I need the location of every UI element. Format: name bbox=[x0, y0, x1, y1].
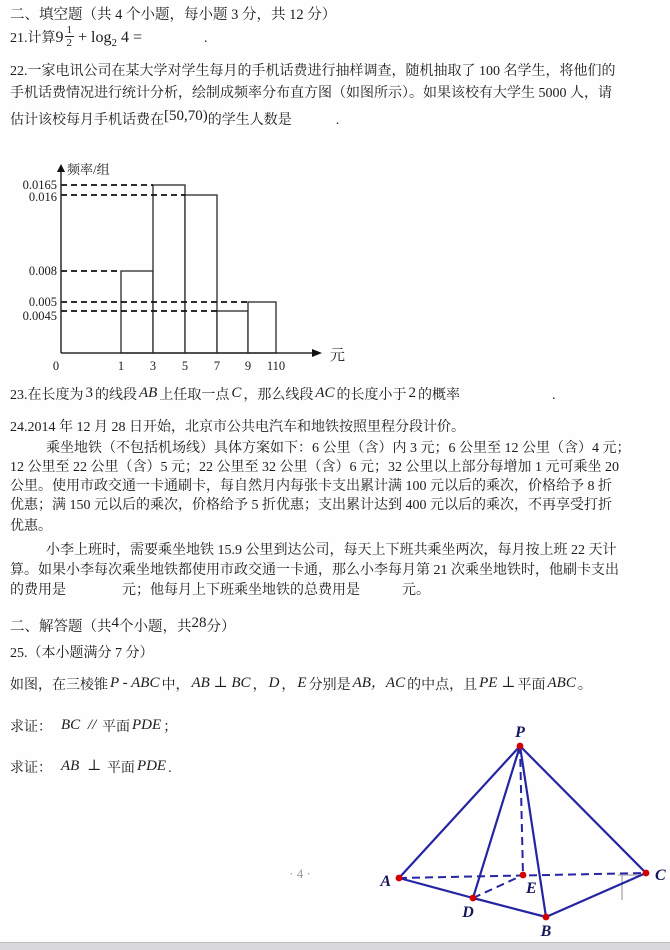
histogram-bar bbox=[121, 271, 153, 353]
problem-24-line-9: 的费用是 元；他每月上下班乘坐地铁的总费用是 元。 bbox=[10, 583, 430, 598]
text-segment: D bbox=[268, 675, 280, 691]
edge-PC bbox=[520, 746, 646, 873]
vertex-label-b: B bbox=[540, 923, 552, 940]
formula-end: 4 = bbox=[116, 29, 142, 46]
fraction-denominator: 2 bbox=[66, 37, 72, 50]
edge-DB bbox=[473, 898, 546, 917]
text-segment: ABC bbox=[547, 675, 576, 691]
vertex-label-e: E bbox=[526, 880, 537, 897]
section-solve-count: 4 bbox=[111, 615, 119, 631]
histogram-bar bbox=[153, 185, 185, 353]
y-axis-title: 频率/组 bbox=[67, 162, 110, 177]
text-segment: 如图，在三棱锥 bbox=[10, 678, 108, 693]
text-segment: PDE bbox=[132, 717, 162, 733]
formula-operator: + log bbox=[74, 29, 112, 46]
problem-21 bbox=[10, 24, 208, 53]
problem-22-line-3 bbox=[10, 107, 339, 130]
frequency-histogram bbox=[16, 158, 360, 384]
problem-22-line-1: 22.一家电讯公司在某大学对学生每月的手机话费进行抽样调查，随机抽取了 100 名学生，将他们的 bbox=[10, 64, 616, 79]
problem-25-prove-2 bbox=[10, 757, 172, 778]
section-solve-title bbox=[10, 614, 236, 637]
text-segment: 23.在长度为 bbox=[10, 388, 84, 403]
vertex-E bbox=[520, 872, 527, 879]
problem-21-formula bbox=[55, 24, 143, 50]
text-segment: 分别是 bbox=[308, 678, 351, 693]
y-axis-arrow bbox=[57, 164, 65, 172]
text-segment: ⊥ bbox=[501, 675, 516, 691]
text-segment bbox=[45, 720, 59, 735]
problem-24-line-5: 优惠；满 150 元以后的乘次，价格给予 5 折优惠；支出累计达到 400 元以后的乘次，不再享受打折 bbox=[10, 498, 612, 513]
x-tick-label: 1 bbox=[117, 359, 125, 373]
text-segment: 的长度小于 bbox=[336, 388, 407, 403]
problem-25-statement bbox=[10, 674, 592, 695]
vertex-A bbox=[396, 875, 403, 882]
text-segment: AB，AC bbox=[352, 675, 406, 691]
problem-24-line-8: 算。如果小李每次乘坐地铁都使用市政交通一卡通，那么小李每月第 21 次乘坐地铁时，他刷卡支出 bbox=[10, 563, 619, 578]
problem-24-line-1: 24.2014 年 12 月 28 日开始，北京市公共电汽车和地铁按照里程分段计价。 bbox=[10, 420, 465, 435]
text-segment: 。 bbox=[577, 678, 592, 693]
text-segment: ， bbox=[252, 678, 267, 693]
text-segment: AC bbox=[315, 385, 335, 401]
text-segment: 求证： bbox=[10, 720, 45, 735]
log-base: 2 bbox=[111, 37, 117, 50]
text-segment: 的概率 bbox=[418, 388, 461, 403]
text-segment: AB ⊥ BC bbox=[191, 675, 251, 691]
edge-BC bbox=[546, 873, 646, 917]
text-segment: ⊥ bbox=[83, 758, 105, 774]
pyramid-figure bbox=[378, 722, 670, 942]
vertex-C bbox=[643, 870, 650, 877]
text-segment: 上任取一点 bbox=[159, 388, 230, 403]
text-segment bbox=[45, 761, 59, 776]
histogram-bar bbox=[185, 195, 217, 353]
x-axis-title: 元 bbox=[330, 348, 346, 364]
corner-mark bbox=[618, 875, 640, 900]
problem-24-line-2: 乘坐地铁（不包括机场线）具体方案如下：6 公里（含）内 3 元；6 公里至 12 公里（含）4 元； bbox=[46, 441, 631, 456]
vertex-P bbox=[517, 743, 524, 750]
problem-22-line-2: 手机话费情况进行统计分析，绘制成频率分布直方图（如图所示）。如果该校有大学生 5000 人，请 bbox=[10, 86, 612, 101]
section-fill-title: 二、填空题（共 4 个小题，每小题 3 分，共 12 分） bbox=[10, 7, 337, 23]
text-segment: AB bbox=[139, 385, 158, 401]
problem-24-line-4: 公里。使用市政交通一卡通刷卡，每自然月内每张卡支出累计满 100 元以后的乘次，价格给予 8 折 bbox=[10, 479, 612, 494]
text-segment: ，那么线段 bbox=[243, 388, 314, 403]
text-segment: . bbox=[168, 761, 172, 776]
text-segment: 的中点，且 bbox=[407, 678, 478, 693]
x-axis-arrow bbox=[312, 349, 322, 357]
x-tick-label: 5 bbox=[181, 359, 189, 373]
text-segment: 的线段 bbox=[95, 388, 137, 403]
y-tick-label: 0.008 bbox=[28, 264, 57, 278]
vertex-label-c: C bbox=[655, 867, 666, 884]
vertex-label-p: P bbox=[515, 724, 525, 741]
interval-notation: [50,70) bbox=[164, 108, 208, 124]
y-tick-label: 0.0165 bbox=[22, 178, 57, 192]
problem-22-line-3-post: 的学生人数是 bbox=[207, 113, 292, 128]
problem-22-line-3-pre: 估计该校每月手机话费在 bbox=[10, 113, 164, 128]
text-segment: 平面 bbox=[106, 761, 135, 776]
problem-25-prove-1 bbox=[10, 716, 177, 737]
x-tick-label: 110 bbox=[266, 359, 286, 373]
text-segment: ， bbox=[281, 678, 296, 693]
section-solve-pre: 二、解答题（共 bbox=[10, 619, 112, 635]
y-tick-label: 0.0045 bbox=[22, 309, 57, 323]
period: . bbox=[204, 31, 208, 46]
text-segment: ； bbox=[163, 720, 178, 735]
formula-base: 9 bbox=[55, 29, 64, 46]
fraction-numerator: 1 bbox=[66, 24, 72, 36]
vertex-D bbox=[470, 895, 477, 902]
section-solve-points: 28 bbox=[191, 615, 207, 631]
x-tick-label: 0 bbox=[52, 359, 60, 373]
vertex-label-a: A bbox=[380, 873, 391, 890]
text-segment: 平面 bbox=[102, 720, 131, 735]
edge-AD bbox=[399, 878, 473, 898]
exponent-fraction bbox=[65, 24, 75, 49]
x-tick-label: 3 bbox=[149, 359, 157, 373]
text-segment: // bbox=[84, 717, 101, 733]
section-solve-mid: 个小题，共 bbox=[119, 619, 192, 635]
problem-24-line-3: 12 公里至 22 公里（含）5 元；22 公里至 32 公里（含）6 元；32 公里以上部分每增加 1 元可乘坐 20 bbox=[10, 460, 619, 475]
text-segment: AB bbox=[61, 758, 80, 774]
vertex-B bbox=[543, 914, 550, 921]
problem-24-line-7: 小李上班时，需要乘坐地铁 15.9 公里到达公司，每天上下班共乘坐两次，每月按上班 22 天计 bbox=[46, 543, 617, 558]
problem-25-head: 25.（本小题满分 7 分） bbox=[10, 646, 154, 661]
text-segment: 求证： bbox=[10, 761, 45, 776]
y-tick-label: 0.016 bbox=[28, 190, 57, 204]
text-segment: C bbox=[231, 385, 242, 401]
page-edge bbox=[0, 942, 670, 950]
text-segment: P - ABC bbox=[110, 675, 160, 691]
problem-21-label: 21.计算 bbox=[10, 31, 56, 46]
period: . bbox=[552, 388, 556, 403]
text-segment: 中， bbox=[161, 678, 190, 693]
section-solve-post: 分） bbox=[206, 619, 236, 635]
period: . bbox=[335, 113, 340, 128]
y-tick-label: 0.005 bbox=[28, 295, 57, 309]
text-segment: 3 bbox=[85, 385, 93, 401]
edge-PA bbox=[399, 746, 520, 878]
edge-DE bbox=[473, 875, 523, 898]
text-segment: 平面 bbox=[517, 678, 546, 693]
histogram-bar bbox=[217, 311, 248, 353]
x-tick-label: 7 bbox=[213, 359, 221, 373]
problem-23-text bbox=[10, 385, 461, 403]
page-number: · 4 · bbox=[289, 866, 311, 881]
text-segment: PDE bbox=[136, 758, 167, 774]
text-segment: E bbox=[297, 675, 307, 691]
problem-24-line-6: 优惠。 bbox=[10, 519, 52, 534]
x-tick-label: 9 bbox=[244, 359, 252, 373]
text-segment: BC bbox=[61, 717, 81, 733]
text-segment: PE bbox=[479, 675, 498, 691]
histogram-bar bbox=[248, 302, 276, 353]
problem-23 bbox=[10, 384, 556, 405]
text-segment: 2 bbox=[408, 385, 417, 401]
vertex-label-d: D bbox=[462, 904, 474, 921]
